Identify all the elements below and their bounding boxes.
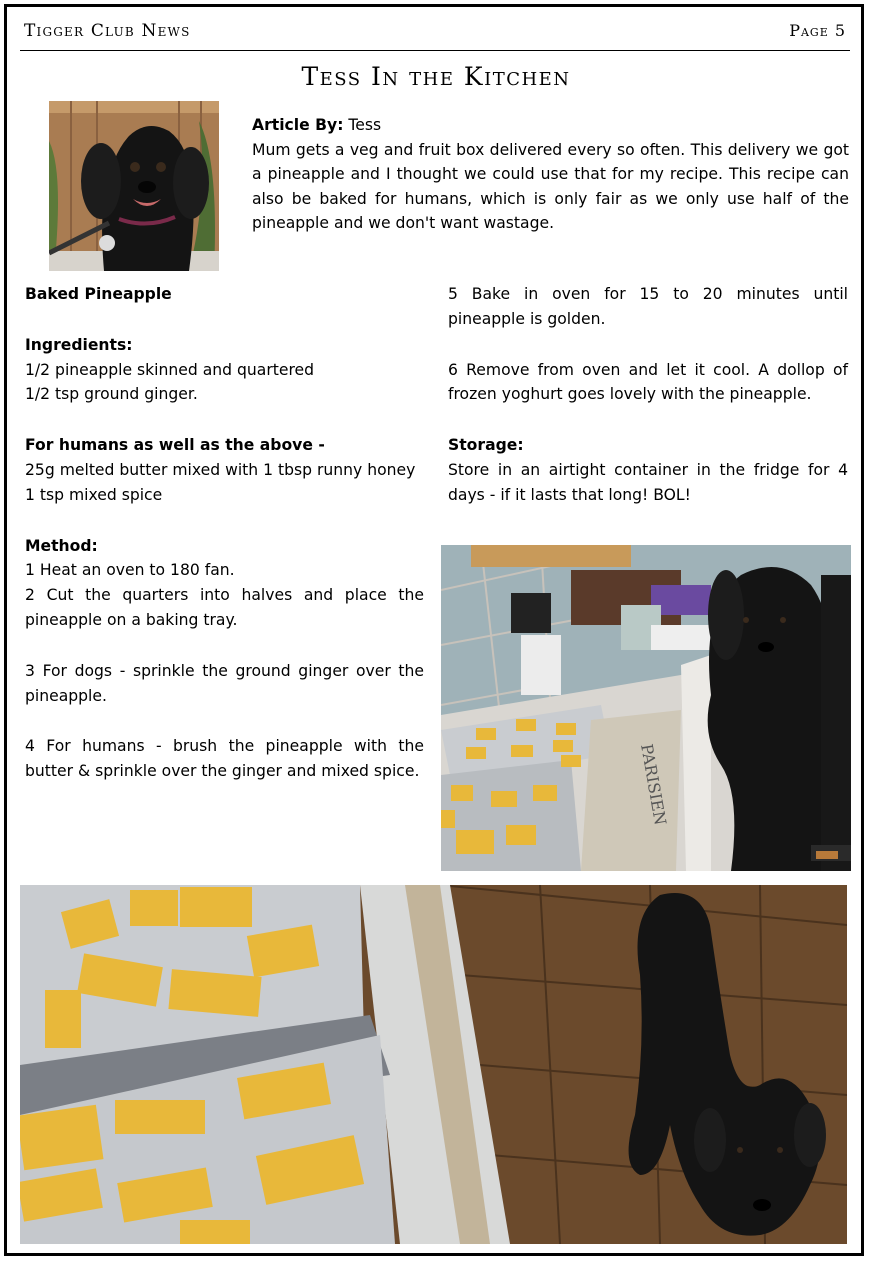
humans-item: 25g melted butter mixed with 1 tbsp runny honey bbox=[25, 460, 416, 479]
humans-item: 1 tsp mixed spice bbox=[25, 485, 163, 504]
page-number: Page 5 bbox=[789, 21, 846, 40]
recipe-left-column bbox=[25, 282, 424, 784]
method-heading: Method: bbox=[25, 536, 98, 555]
dog-portrait-photo bbox=[49, 101, 219, 271]
method-step: 4 For humans - brush the pineapple with the butter & sprinkle over the ginger and mixed spice. bbox=[25, 737, 424, 781]
ingredient-item: 1/2 pineapple skinned and quartered bbox=[25, 360, 315, 379]
recipe-name: Baked Pineapple bbox=[25, 285, 172, 303]
storage-heading: Storage: bbox=[448, 436, 524, 455]
humans-heading: For humans as well as the above - bbox=[25, 436, 325, 455]
article-title: Tess In the Kitchen bbox=[301, 62, 571, 91]
kitchen-photo bbox=[441, 545, 851, 871]
tray-label: PARISIEN bbox=[637, 742, 671, 827]
byline-label: Article By: bbox=[252, 116, 344, 134]
method-step: 5 Bake in oven for 15 to 20 minutes until pineapple is golden. bbox=[448, 285, 848, 328]
ingredient-item: 1/2 tsp ground ginger. bbox=[25, 385, 198, 404]
newsletter-name: Tigger Club News bbox=[24, 21, 191, 41]
bottom-photo bbox=[20, 885, 847, 1244]
recipe-right-column bbox=[448, 282, 848, 508]
page-header bbox=[24, 21, 846, 47]
method-step: 1 Heat an oven to 180 fan. bbox=[25, 561, 235, 580]
method-step: 3 For dogs - sprinkle the ground ginger over the pineapple. bbox=[25, 661, 424, 705]
article-intro bbox=[252, 113, 849, 236]
byline-author: Tess bbox=[348, 116, 382, 134]
method-step: 2 Cut the quarters into halves and place the pineapple on a baking tray. bbox=[25, 586, 424, 629]
storage-text: Store in an airtight container in the fridge for 4 days - if it lasts that long! BOL! bbox=[448, 460, 848, 504]
method-step: 6 Remove from oven and let it cool. A dollop of frozen yoghurt goes lovely with the pineapple. bbox=[448, 360, 848, 404]
intro-paragraph: Mum gets a veg and fruit box delivered every so often. This delivery we got a pineapple and I thought we could use that for my recipe. This recipe can also be baked for humans, which is only fair as we only use half of the pineapple and we don't want wastage. bbox=[252, 140, 849, 233]
ingredients-heading: Ingredients: bbox=[25, 335, 133, 354]
header-divider bbox=[20, 50, 850, 51]
